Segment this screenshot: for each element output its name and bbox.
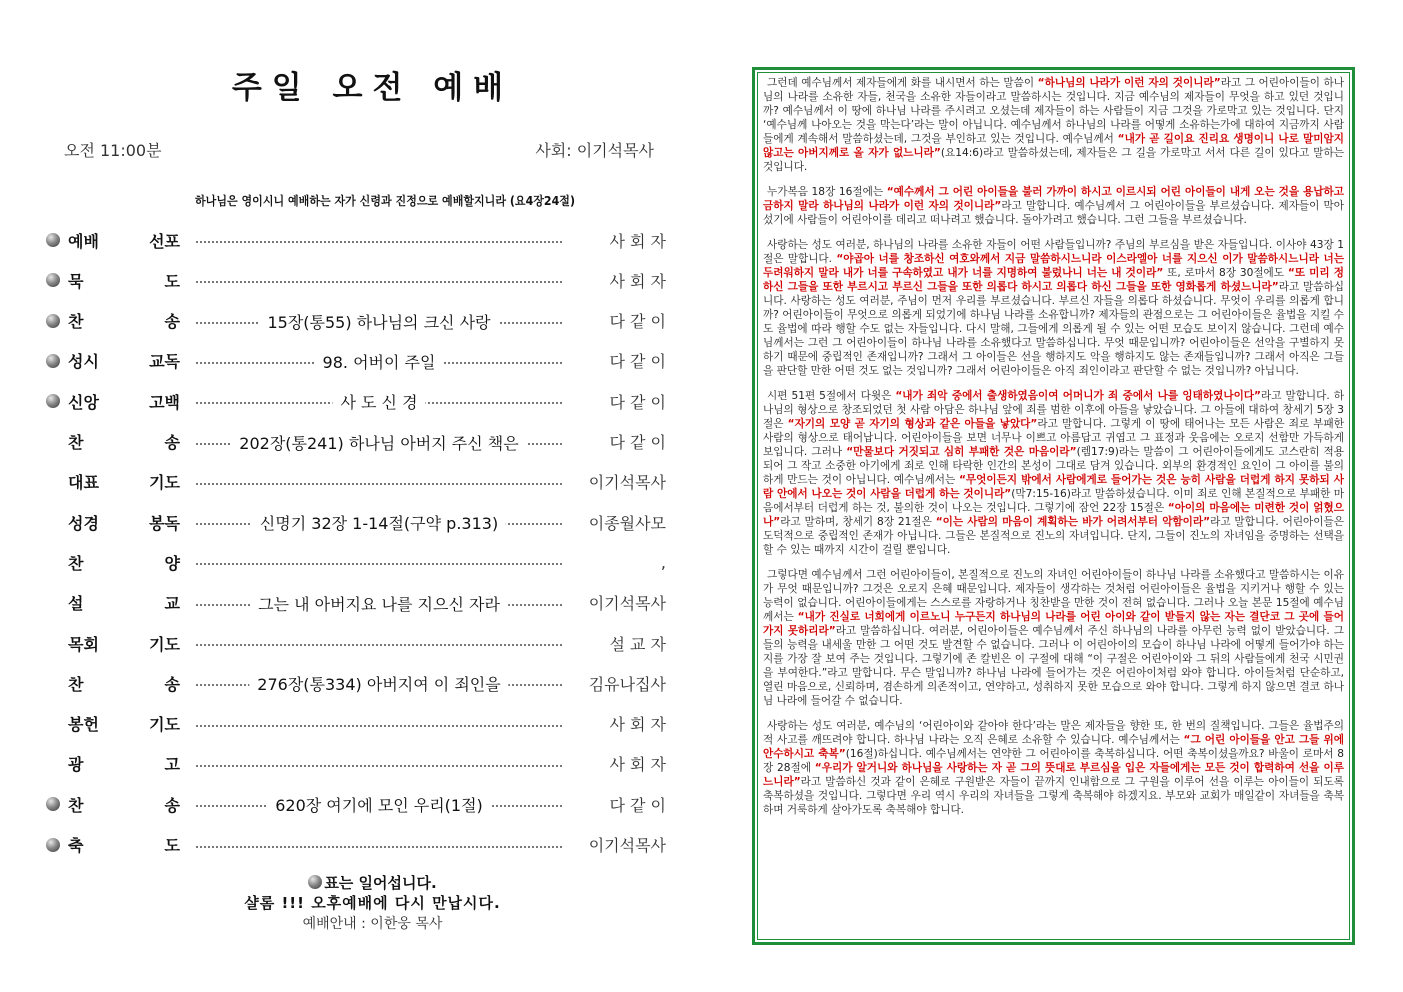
program-label: [68, 672, 188, 695]
program-row: [46, 265, 666, 295]
sermon-sentence: 라고 말합니다. 어린아이들은 도덕적으로 중립적인 존재가 아닙니다. 그들은 본질적으로 진노의 자녀입니다. 단지, 그들이 진노의 자녀임을 증명하는 선택을 할 수 있는 때까지 시간이 걸릴 뿐입니다.: [763, 516, 1344, 556]
program-label-word: 교: [164, 594, 180, 614]
dotted-leader: [196, 281, 562, 283]
sermon-sentence: 라고 말씀하십니다. 여러분, 어린아이들은 예수님께서 주신 하나님의 나라를 아무런 능력 없이 받았습니다. 그들의 능력을 내세울 만한 그 어떤 것도 발견할 수 없습니다. 그러나 이 어린아이의 모습이 하나님 나라에 어떻게 들어가야 하는지를 가장 잘 보여 주는 것입니다. 그렇기에 존 칼빈은 이 구절에 대해 “이 구절은 어린아이와 그 뒤의 사람들에게 천국 시민권을 부여한다.”라고 말합니다. 무슨 말입니까? 하나님 나라에 들어가는 것은 어린아이처럼 와야 합니다. 아이들처럼 단순하고, 열린 마음으로, 신뢰하며, 겸손하게 의존적이고, 연약하고, 성취하지 못한 모습으로 와야 합니다. 그렇게 하지 않으면 결코 하나님 나라에 들어갈 수 없습니다.: [763, 625, 1344, 707]
sermon-sentence: 그렇다면 예수님께서 그런 어린아이들이, 본질적으로 진노의 자녀인 어린아이들이 하나님 나라를 소유했다고 말씀하시는 이유가 무엇 때문입니까? 그것은 오로지 은혜 때문입니다. 제자들이 생각하는 것처럼 어린아이들은 율법을 지키거나 행할 수 있는 능력이 없습니다. 어린아이들에게는 스스로를 자랑하거나 칭찬받을 만한 것이 전혀 없습니다. 그러나 오늘 본문 15절에 예수님께서는: [763, 569, 1344, 623]
program-label: [68, 551, 188, 574]
program-label-word: 찬: [68, 674, 84, 694]
program-label-word: 봉헌: [68, 715, 99, 735]
program-row: [46, 306, 666, 336]
theme-verse: 하나님은 영이시니 예배하는 자가 신령과 진정으로 예배할지니라 (요4장24절): [195, 194, 575, 208]
program-person: 이기석목사: [588, 473, 666, 493]
program-row: [46, 588, 666, 618]
dotted-leader: [196, 725, 562, 727]
program-row: [46, 709, 666, 739]
sermon-sentence: (16절)하십니다. 예수님께서는 연약한 그 어린아이를 축복하십니다. 어떤 축복이셨을까요? 바울이 로마서 8장 28절에: [763, 748, 1344, 774]
program-person: 다 같 이: [609, 352, 666, 372]
sermon-sentence: (막7:15-16)라고 말씀하셨습니다. 이미 죄로 인해 본질적으로 부패한 마음에서부터 더럽게 하는 것, 불의한 것이 나오는 것입니다. 그렇기에 잠언 22장 15절은: [763, 488, 1344, 514]
program-label-word: 기도: [149, 473, 180, 493]
sermon-sentence: 라고 말씀하신 것과 같이 은혜로 구원받은 자들이 끝까지 인내함으로 그 구원을 이루어 선을 이루는 아이들이 되도록 축복하셨을 것입니다. 그렇다면 우리 역시 우리의 자녀들을 그렇게 축복해야 하겠지요. 부모와 교회가 매일같이 자녀들을 축복하며 거룩하게 살아가도록 축복해야 합니다.: [763, 776, 1344, 816]
sermon-sentence: 라고 말합니다. 예수님께서 그 어린아이들을 부르셨습니다. 제자들이 막아섰기에 사람들이 어린아이를 데리고 떠나려고 했습니다. 돌아가려고 했습니다. 그런 그들을 부르셨습니다.: [763, 200, 1344, 226]
guide: 예배안내 : 이한웅 목사: [302, 916, 443, 932]
program-label-word: 기도: [149, 715, 180, 735]
program-label-word: 예배: [68, 231, 99, 251]
program-label: [68, 390, 188, 413]
scripture-quote: “내가 죄악 중에서 출생하였음이여 어머니가 죄 중에서 나를 잉태하였나이다”: [895, 390, 1261, 402]
program-person: 이종월사모: [588, 513, 666, 533]
program-row: [46, 386, 666, 416]
program-label-word: 봉독: [149, 513, 180, 533]
program-label-word: 기도: [149, 634, 180, 654]
scripture-quote: “내가 곧 길이요 진리요 생명이니 나로 말미암지 않고는 아버지께로 올 자가 없느니라”: [763, 133, 1344, 159]
standing-bullet-icon: [46, 394, 60, 408]
scripture-quote: “아이의 마음에는 미련한 것이 얽혔으나”: [763, 502, 1344, 528]
dotted-leader: [196, 563, 562, 565]
program-label-word: 송: [164, 795, 180, 815]
program-detail: [196, 432, 562, 452]
program-person: 사 회 자: [609, 755, 666, 775]
program-detail: [196, 673, 562, 693]
program-row: [46, 830, 666, 860]
program-label-word: 신앙: [68, 392, 99, 412]
program-detail: [196, 270, 562, 290]
scripture-quote: “야곱아 너를 창조하신 여호와께서 지금 말씀하시느니라 이스라엘아 너를 지으신 이가 말씀하시느니라 너는 두려워하지 말라 내가 너를 구속하였고 내가 너를 지명하여 불렀나니 너는 내 것이라”: [763, 253, 1344, 279]
program-person: 사 회 자: [609, 715, 666, 735]
scripture-quote: “무엇이든지 밖에서 사람에게로 들어가는 것은 능히 사람을 더럽게 하지 못하되 사람 안에서 나오는 것이 사람을 더럽게 하는 것이니라”: [763, 474, 1344, 500]
program-label-word: 송: [164, 312, 180, 332]
program-row: [46, 346, 666, 376]
program-person: 이기석목사: [588, 594, 666, 614]
program-row: [46, 467, 666, 497]
program-person: 설 교 자: [609, 634, 666, 654]
program-label-word: 교독: [149, 352, 180, 372]
program-detail-text: 620장 여기에 모인 우리(1절): [267, 793, 491, 816]
sermon-sentence: (요14:6)라고 말씀하셨는데, 제자들은 그 길을 가로막고 서서 다른 길이 있다고 말하는 것입니다.: [763, 147, 1344, 173]
program-person: 이기석목사: [588, 836, 666, 855]
program-person: 다 같 이: [609, 392, 666, 412]
program-detail-text: 사 도 신 경: [332, 390, 425, 413]
dotted-leader: [196, 644, 562, 646]
program-label-word: 묵: [68, 271, 84, 291]
program-label: [68, 309, 188, 332]
scripture-quote: “하나님의 나라가 이런 자의 것이니라”: [1037, 77, 1221, 89]
program-detail-text: 98. 어버이 주일: [315, 350, 444, 373]
scripture-quote: “이는 사람의 마음이 계획하는 바가 어려서부터 악함이라”: [935, 516, 1211, 528]
program-detail: [196, 835, 562, 855]
standing-bullet-icon: [46, 354, 60, 368]
program-person: 김유나집사: [588, 674, 666, 694]
dotted-leader: [196, 483, 562, 485]
program-detail: [196, 714, 562, 734]
program-detail-text: 202장(통241) 하나님 아버지 주신 책은: [231, 431, 526, 454]
program-label-word: 찬: [68, 795, 84, 815]
program-row: [46, 427, 666, 457]
program-detail-text: 276장(통334) 아버지여 이 죄인을: [249, 672, 508, 695]
sermon-paragraph: [763, 719, 1344, 817]
page-title: 주일 오전 예배: [231, 70, 514, 106]
program-row: [46, 507, 666, 537]
sermon-paragraph: [763, 238, 1344, 378]
program-person: ,: [660, 552, 666, 572]
program-detail: [196, 311, 562, 331]
standing-bullet-icon: [46, 314, 60, 328]
program-detail-text: 15장(통55) 하나님의 크신 사랑: [259, 310, 498, 333]
service-time: 오전 11:00분: [64, 141, 162, 160]
program-person: 사 회 자: [609, 231, 666, 251]
program-label-word: 양: [164, 553, 180, 573]
dotted-leader: [196, 846, 562, 848]
standing-bullet-icon: [46, 233, 60, 247]
scripture-quote: “만물보다 거짓되고 심히 부패한 것은 마음이라”: [846, 446, 1077, 458]
program-label: [68, 349, 188, 372]
dotted-leader: [196, 765, 562, 767]
sermon-sentence: 라고 말씀하십니다. 사랑하는 성도 여러분, 주님이 먼저 우리를 부르셨습니다. 부르신 자들을 의롭다 하셨습니다. 무엇이 우리를 의롭게 합니까? 어린아이들이 무엇으로 의롭게 되었기에 하나님 나라를 소유합니까? 제자들의 관점으로는 그 어린아이들은 율법을 지킬 수도 율법에 따라 행할 수도 없는 자들입니다. 다시 말해, 그들에게 의롭게 될 수 있는 어떤 모습도 보이지 않습니다. 그런데 예수님께서는 그런 그 어린아이들이 하나님 나라를 소유했다고 말씀하십니다. 무엇 때문입니까? 어린아이들은 선악을 구별하지 못하기 때문에 중립적인 존재입니까? 그래서 그 아이들은 선을 행하지도 악을 행하지도 않는 존재들입니까? 그래서 아직은 그들을 판단할 만한 어떤 것도 없는 것입니까? 그래서 어린아이들은 아직 죄인이라고 판단할 수 없는 것입니까? 아닙니다.: [763, 281, 1344, 377]
sermon-paragraph: [763, 76, 1344, 174]
program-label: [68, 269, 188, 292]
program-detail: [196, 593, 562, 613]
sermon-paragraph: [763, 389, 1344, 557]
dotted-leader: [196, 241, 562, 243]
program-detail: [196, 230, 562, 250]
program-label-word: 목회: [68, 634, 99, 654]
sermon-sentence: 라고 말합니다. 그렇게 이 땅에 태어나는 모든 사람은 죄로 부패한 사람의 형상으로 태어납니다. 어린아이들을 보면 너무나 이쁘고 아름답고 귀엽고 그 표정과 웃음에는 오로지 선함만 가득하게 보입니다. 그러나: [763, 418, 1344, 458]
program-label-word: 선포: [149, 231, 180, 251]
program-label-word: 성시: [68, 352, 99, 372]
sermon-sentence: 또, 로마서 8장 30절에도: [1163, 267, 1288, 279]
program-person: 사 회 자: [609, 271, 666, 291]
program-label: [68, 632, 188, 655]
sermon-sentence: 사랑하는 성도 여러분, 하나님의 나라를 소유한 자들이 어떤 사람들입니까? 주님의 부르심을 받은 자들입니다. 이사야 43장 1절은 말합니다.: [763, 239, 1344, 265]
program-detail: [196, 512, 562, 532]
sermon-sentence: 라고 말합니다. 하나님의 형상으로 창조되었던 첫 사람 아담은 하나님 앞에 죄를 범한 이후에 아들을 낳았습니다. 그 아들에 대하여 창세기 5장 3절은: [763, 390, 1344, 430]
program-label: [68, 752, 188, 775]
sermon-paragraph: [763, 568, 1344, 708]
sermon-sentence: (렘17:9)라는 말씀이 그 어린아이들에게도 고스란히 적용되어 그 작고 소중한 아기에게 죄로 인해 타락한 인간의 본성이 그대로 담겨 있습니다. 외부의 환경적인 요인이 그 아이를 불의하게 만드는 것이 아닙니다. 예수님께서는: [763, 446, 1344, 486]
program-label-word: 축: [68, 836, 84, 855]
program-label: [68, 833, 188, 856]
program-label-word: 찬: [68, 433, 84, 452]
program-person: 다 같 이: [609, 433, 666, 452]
scripture-quote: “그 어린 아이들을 안고 그들 위에 안수하시고 축복”: [763, 734, 1344, 760]
greeting: 샬롬 !!! 오후예배에 다시 만납시다.: [244, 894, 501, 912]
scripture-quote: “내가 진실로 너희에게 이르노니 누구든지 하나님의 나라를 어린 아이와 같이 받들지 않는 자는 결단코 그 곳에 들어가지 못하리라”: [763, 611, 1344, 637]
program-row: [46, 225, 666, 255]
program-label-word: 도: [164, 271, 180, 291]
program-row: [46, 628, 666, 658]
program-detail: [196, 351, 562, 371]
scripture-quote: “또 미리 정하신 그들을 또한 부르시고 부르신 그들을 또한 의롭다 하시고 의롭다 하신 그들을 또한 영화롭게 하셨느니라”: [763, 267, 1344, 293]
standing-bullet-icon: [46, 273, 60, 287]
program-detail: [196, 633, 562, 653]
program-label: [68, 591, 188, 614]
service-leader: 사회: 이기석목사: [535, 141, 654, 160]
sermon-sentence: 사랑하는 성도 여러분, 예수님의 ‘어린아이와 같아야 한다’라는 말은 제자들을 향한 또, 한 번의 질책입니다. 그들은 율법주의적 사고를 깨뜨려야 합니다. 하나님 나라는 오직 은혜로 소유할 수 있습니다. 예수님께서는: [763, 720, 1344, 746]
sermon-paragraph: [763, 185, 1344, 227]
scripture-quote: “우리가 알거니와 하나님을 사랑하는 자 곧 그의 뜻대로 부르심을 입은 자들에게는 모든 것이 합력하여 선을 이루느니라”: [763, 762, 1344, 788]
sermon-box: [752, 67, 1355, 945]
program-label-word: 설: [68, 594, 84, 614]
program-person: 다 같 이: [609, 795, 666, 815]
program-label-word: 고백: [149, 392, 180, 412]
program-label-word: 성경: [68, 513, 99, 533]
program-row: [46, 789, 666, 819]
program-label-word: 찬: [68, 312, 84, 332]
program-label: [68, 793, 188, 816]
program-label-word: 고: [164, 755, 180, 775]
program-label-word: 대표: [68, 473, 99, 493]
scripture-quote: “예수께서 그 어린 아이들을 불러 가까이 하시고 이르시되 어린 아이들이 내게 오는 것을 용납하고 금하지 말라 하나님의 나라가 이런 자의 것이니라”: [763, 186, 1344, 212]
sermon-text: [763, 76, 1344, 936]
program-label: [68, 430, 188, 453]
program-detail-text: 신명기 32장 1-14절(구약 p.313): [252, 511, 506, 534]
program-label: [68, 229, 188, 252]
program-detail: [196, 754, 562, 774]
program-label-word: 광: [68, 755, 84, 775]
sermon-sentence: 라고 그 어린아이들이 하나님의 나라를 소유한 자들, 천국을 소유한 자들이라고 말씀하시는 것입니다. 지금 예수님의 제자들이 무엇을 하고 있던 것입니까? 예수님께서 이 땅에 하나님 나라를 주시려고 오셨는데 제자들이 하는 사람들이 지금 그것을 가로막고 있는 것입니다. 단지 ‘예수님께 나아오는 것을 막는다’라는 말이 아닙니다. 예수님께서 하나님의 나라를 어떻게 소유하는가에 대하여 지금까지 사람들에게 계속해서 말씀하셨는데, 그것을 부인하고 있는 것입니다. 예수님께서: [763, 77, 1344, 145]
stand-bullet-icon: [308, 875, 322, 889]
stand-notice: [0, 872, 745, 893]
program-detail-text: 그는 내 아버지요 나를 지으신 자라: [250, 592, 508, 615]
standing-bullet-icon: [46, 838, 60, 852]
left-page: [0, 0, 700, 992]
program-detail: [196, 472, 562, 492]
program-label-word: 찬: [68, 553, 84, 573]
program-person: 다 같 이: [609, 312, 666, 332]
program-label: [68, 511, 188, 534]
program-label-word: 송: [164, 674, 180, 694]
program-row: [46, 749, 666, 779]
program-label: [68, 470, 188, 493]
program-row: [46, 547, 666, 577]
stand-text: 표는 일어섭니다.: [324, 874, 437, 892]
program-detail: [196, 552, 562, 572]
program-detail: [196, 391, 562, 411]
program-label-word: 송: [164, 433, 180, 452]
sermon-sentence: 그런데 예수님께서 제자들에게 화를 내시면서 하는 말씀이: [767, 77, 1038, 89]
program-label-word: 도: [164, 836, 180, 855]
scripture-quote: “자기의 모양 곧 자기의 형상과 같은 아들을 낳았다”: [787, 418, 1038, 430]
sermon-sentence: 라고 말하며, 창세기 8장 21절은: [780, 516, 936, 528]
program-detail: [196, 794, 562, 814]
program-label: [68, 712, 188, 735]
standing-bullet-icon: [46, 797, 60, 811]
program-row: [46, 668, 666, 698]
sermon-sentence: 시편 51편 5절에서 다윗은: [767, 390, 896, 402]
sermon-sentence: 누가복음 18장 16절에는: [767, 186, 887, 198]
